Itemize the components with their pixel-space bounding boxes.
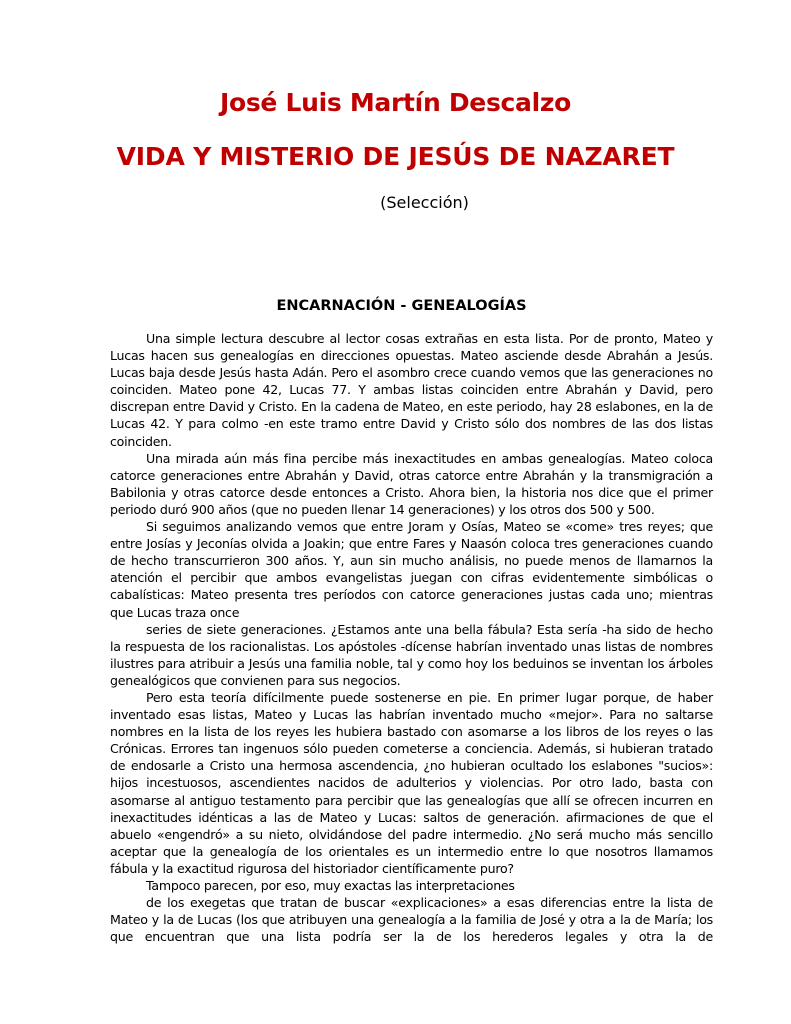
paragraph: series de siete generaciones. ¿Estamos ante una bella fábula? Esta sería -ha sido de hecho la respuesta de los racionalistas. Los apóstoles -dícense habrían inventado unas listas de nombres ilustres para atribuir a Jesús una familia noble, tal y como hoy los beduinos se inventan los árboles genealógicos que convienen para sus negocios. <box>110 621 713 688</box>
paragraph: Una mirada aún más fina percibe más inexactitudes en ambas genealogías. Mateo coloca catorce generaciones entre Abrahán y David, otras catorce entre Abrahán y la transmigración a Babilonia y otras catorce desde entonces a Cristo. Ahora bien, la historia nos dice que el primer periodo duró 900 años (que no pueden llenar 14 generaciones) y los otros dos 500 y 500. <box>110 450 713 517</box>
subtitle: (Selección) <box>380 193 469 212</box>
body-text <box>110 330 713 945</box>
paragraph: Si seguimos analizando vemos que entre Joram y Osías, Mateo se «come» tres reyes; que entre Josías y Jeconías olvida a Joakin; que entre Fares y Naasón coloca tres generaciones cuando de hecho transcurrieron 300 años. Y, aun sin mucho análisis, no puede menos de llamarnos la atención el percibir que ambos evangelistas juegan con cifras evidentemente simbólicas o cabalísticas: Mateo presenta tres períodos con catorce generaciones justas cada uno; mientras que Lucas traza once <box>110 519 713 620</box>
paragraph: Tampoco parecen, por eso, muy exactas las interpretaciones <box>146 878 515 893</box>
author-name: José Luis Martín Descalzo <box>219 88 572 117</box>
paragraph: Pero esta teoría difícilmente puede sostenerse en pie. En primer lugar porque, de haber inventado esas listas, Mateo y Lucas las habrían inventado mucho «mejor». Para no saltarse nombres en la lista de los reyes les hubiera bastado con asomarse a los libros de los reyes o las Crónicas. Errores tan ingenuos sólo pueden cometerse a conciencia. Además, si hubieran tratado de endosarle a Cristo una hermosa ascendencia, ¿no hubieran ocultado los eslabones "sucios»: hijos incestuosos, ascendientes nacidos de adulterios y violencias. Por otro lado, basta con asomarse al antiguo testamento para percibir que las genealogías que allí se ofrecen incurren en inexactitudes idénticas a las de Mateo y Lucas: saltos de generación. afirmaciones de que el abuelo «engendró» a su nieto, olvidándose del padre intermedio. ¿No será mucho más sencillo aceptar que la genealogía de los orientales es un intermedio entre lo que nosotros llamamos fábula y la exactitud rigurosa del historiador científicamente puro? <box>110 689 713 876</box>
section-heading: ENCARNACIÓN - GENEALOGÍAS <box>276 298 527 314</box>
book-title: VIDA Y MISTERIO DE JESÚS DE NAZARET <box>116 142 675 171</box>
paragraph: Una simple lectura descubre al lector cosas extrañas en esta lista. Por de pronto, Mateo y Lucas hacen sus genealogías en direcciones opuestas. Mateo asciende desde Abrahán a Jesús. Lucas baja desde Jesús hasta Adán. Pero el asombro crece cuando vemos que las generaciones no coinciden. Mateo pone 42, Lucas 77. Y ambas listas coinciden entre Abrahán y David, pero discrepan entre David y Cristo. En la cadena de Mateo, en este periodo, hay 28 eslabones, en la de Lucas 42. Y para colmo -en este tramo entre David y Cristo sólo dos nombres de las dos listas coinciden. <box>110 331 713 449</box>
paragraph: de los exegetas que tratan de buscar «explicaciones» a esas diferencias entre la lista de Mateo y la de Lucas (los que atribuyen una genealogía a la familia de José y otra a la de María; los que encuentran que una lista podría ser la de los herederos legales y otra la de <box>110 895 713 945</box>
